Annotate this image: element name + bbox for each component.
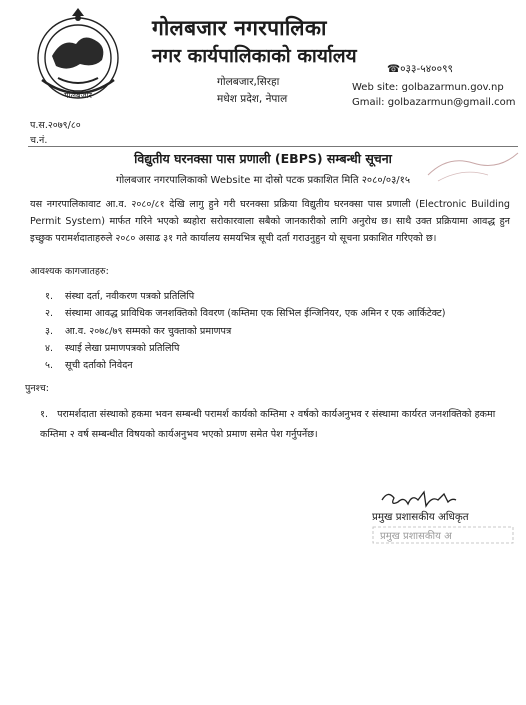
notice-subtitle: गोलबजार नगरपालिकाको Website मा दोस्रो पटक प्रकाशित मिति २०८०/०३/१५ xyxy=(115,175,411,186)
official-stamp xyxy=(372,525,522,545)
stamp-text: प्रमुख प्रशासकीय अ xyxy=(380,531,452,542)
requirements-list xyxy=(45,288,515,374)
office-name: नगर कार्यपालिकाको कार्यालय xyxy=(152,45,357,67)
municipality-emblem-logo xyxy=(28,8,128,104)
address-line-1: गोलबजार,सिरहा xyxy=(217,76,280,88)
notice-body: यस नगरपालिकावाट आ.व. २०८०/८१ देखि लागु हुने गरी घरनक्सा प्रक्रिया विद्युतीय घरनक्सा पास प्रणाली (Electronic Building Permit System) मार्फत गरिने भएको ब्यहोरा सरोकारवाला सबैको जानकारीको लागि अनुरोध छ। साथै उक्त प्रक्रियामा आवद्ध हुन इच्छुक परामर्शदाताहरुले २०८० असाढ ३१ गते कार्यालय समयभित्र सूची दर्ता गराउनुहुन यो सूचना प्रकाशित गरिएको छ। xyxy=(30,199,510,244)
postscript-note xyxy=(40,405,510,445)
note-text: परामर्शदाता संस्थाको हकमा भवन सम्बन्धी परामर्श कार्यको कम्तिमा २ वर्षको कार्यअनुभव र संस्थामा कार्यरत जनशक्तिको हकमा कम्तिमा २ वर्ष सम्बन्धीत विषयको कार्यअनुभव भएको प्रमाण समेत पेश गर्नुपर्नेछ। xyxy=(40,409,496,440)
list-item: ५. सूची दर्ताको निवेदन xyxy=(45,360,133,372)
list-item: २. संस्थामा आवद्ध प्राविधिक जनशक्तिको विवरण (कम्तिमा एक सिभिल ईन्जिनियर, एक अमिन र एक आर्किटेक्ट) xyxy=(45,308,446,320)
letter-number: प.स.२०७९/८० xyxy=(30,120,81,131)
emblem-text: गोलबजार xyxy=(64,91,92,100)
signatory-designation: प्रमुख प्रशासकीय अधिकृत xyxy=(372,511,469,523)
requirements-heading: आवश्यक कागजातहरु: xyxy=(30,266,109,277)
dispatch-number: च.नं. xyxy=(30,135,48,146)
municipality-name: गोलबजार नगरपालिका xyxy=(152,16,327,40)
phone-number: ☎०३३-५४००९९ xyxy=(387,63,454,75)
postscript-heading: पुनश्च: xyxy=(25,383,49,394)
note-number: १. xyxy=(40,409,49,420)
address-line-2: मधेश प्रदेश, नेपाल xyxy=(217,93,288,105)
list-item: ३. आ.व. २०७८/७९ सम्मको कर चुक्ताको प्रमाणपत्र xyxy=(45,325,232,337)
website-link[interactable]: Web site: golbazarmun.gov.np xyxy=(352,82,504,93)
list-item: ४. स्थाई लेखा प्रमाणपत्रको प्रतिलिपि xyxy=(45,342,180,354)
notice-title: विद्युतीय घरनक्सा पास प्रणाली (EBPS) सम्बन्धी सूचना xyxy=(134,151,392,166)
list-item: १. संस्था दर्ता, नवीकरण पत्रको प्रतिलिपि xyxy=(45,291,195,302)
email-link[interactable]: Gmail: golbazarmun@gmail.com xyxy=(352,97,516,108)
